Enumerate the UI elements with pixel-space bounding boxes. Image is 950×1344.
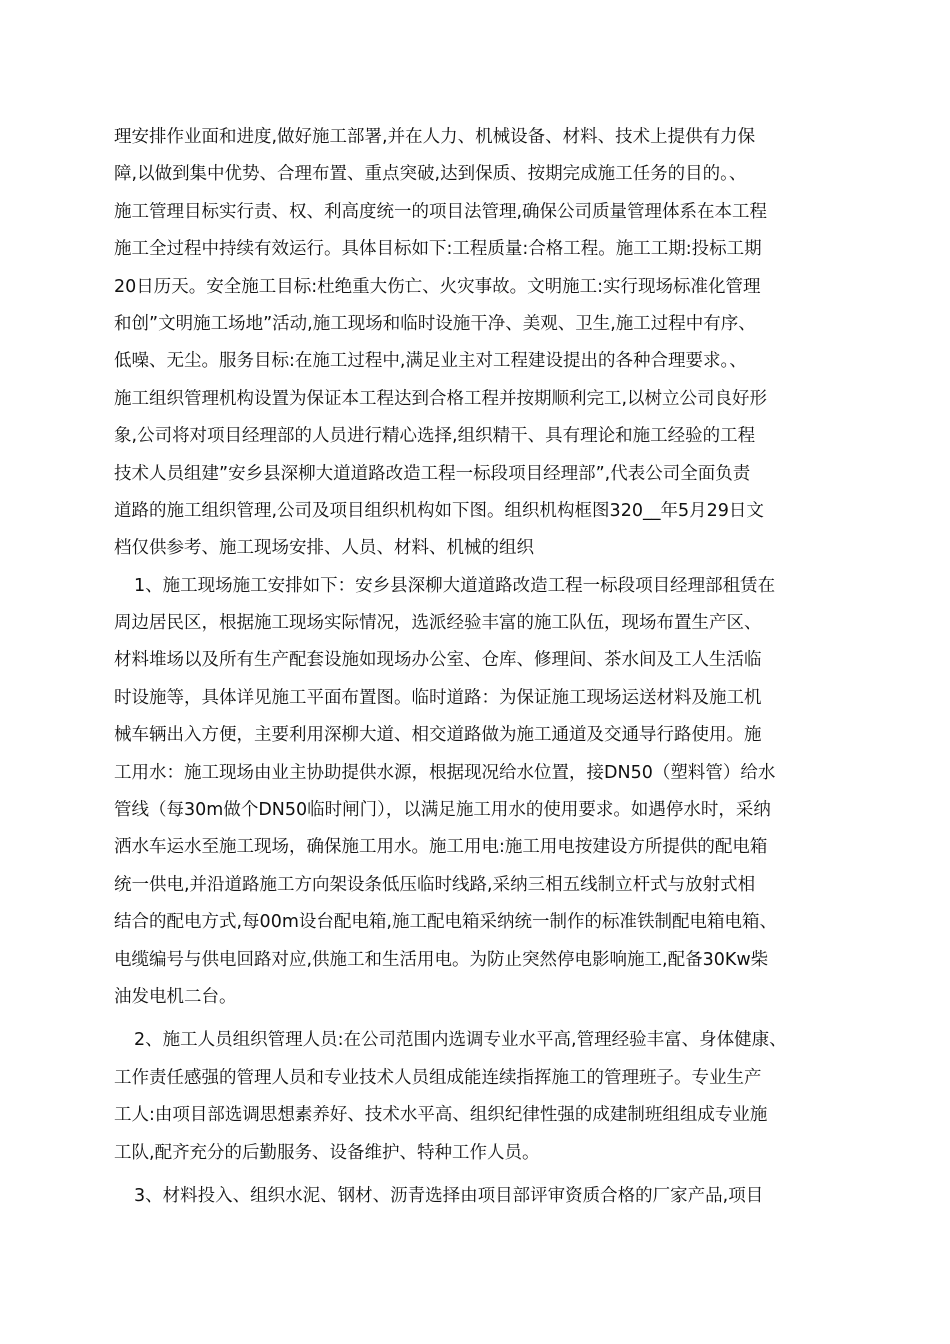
text-line: 时设施等，具体详见施工平面布置图。临时道路：为保证施工现场运送材料及施工机	[114, 687, 762, 708]
text-line: 施工管理目标实行责、权、利高度统一的项目法管理,确保公司质量管理体系在本工程	[114, 201, 768, 222]
text-line: 理安排作业面和进度,做好施工部署,并在人力、机械设备、材料、技术上提供有力保	[114, 127, 756, 147]
text-line: 统一供电,并沿道路施工方向架设条低压临时线路,采纳三相五线制立杆式与放射式相	[114, 874, 756, 895]
text-line: 和创”文明施工场地”活动,施工现场和临时设施干净、美观、卫生,施工过程中有序、	[114, 313, 756, 334]
text-line: 档仅供参考、施工现场安排、人员、材料、机械的组织	[114, 538, 534, 559]
body-text	[114, 119, 844, 1215]
paragraph-management-goals	[114, 119, 844, 568]
text-line: 施工组织管理机构设置为保证本工程达到合格工程并按期顺利完工,以树立公司良好形	[114, 388, 768, 409]
text-line: 电缆编号与供电回路对应,供施工和生活用电。为防止突然停电影响施工,配备30Kw柴	[114, 949, 769, 970]
text-line: 工队,配齐充分的后勤服务、设备维护、特种工作人员。	[114, 1142, 540, 1163]
text-line: 象,公司将对项目经理部的人员进行精心选择,组织精干、具有理论和施工经验的工程	[114, 426, 756, 447]
paragraph-materials	[114, 1178, 844, 1215]
paragraph-personnel	[114, 1022, 844, 1172]
text-line: 低噪、无尘。服务目标:在施工过程中,满足业主对工程建设提出的各种合理要求。、	[114, 351, 747, 372]
text-line: 1、施工现场施工安排如下：安乡县深柳大道道路改造工程一标段项目经理部租赁在	[134, 575, 776, 596]
text-line: 油发电机二台。	[114, 986, 237, 1007]
text-line: 周边居民区，根据施工现场实际情况，选派经验丰富的施工队伍，现场布置生产区、	[114, 613, 762, 634]
text-line: 工人:由项目部选调思想素养好、技术水平高、组织纪律性强的成建制班组组成专业施	[114, 1105, 768, 1126]
text-line: 结合的配电方式,每00m设台配电箱,施工配电箱采纳统一制作的标准铁制配电箱电箱、	[114, 912, 777, 933]
text-line: 20日历天。安全施工目标:杜绝重大伤亡、火灾事故。文明施工:实行现场标准化管理	[114, 276, 761, 297]
text-line: 洒水车运水至施工现场，确保施工用水。施工用电:施工用电按建设方所提供的配电箱	[114, 837, 768, 858]
text-line: 管线（每30m做个DN50临时闸门），以满足施工用水的使用要求。如遇停水时，采纳	[114, 800, 771, 821]
paragraph-site-arrangement	[114, 568, 844, 1017]
text-line: 工作责任感强的管理人员和专业技术人员组成能连续指挥施工的管理班子。专业生产	[114, 1067, 762, 1088]
text-line: 2、施工人员组织管理人员:在公司范围内选调专业水平高,管理经验丰富、身体健康、	[134, 1030, 787, 1051]
text-line: 工用水：施工现场由业主协助提供水源，根据现况给水位置，接DN50（塑料管）给水	[114, 762, 776, 783]
text-line: 施工全过程中持续有效运行。具体目标如下:工程质量:合格工程。施工工期:投标工期	[114, 239, 762, 260]
text-line: 道路的施工组织管理,公司及项目组织机构如下图。组织机构框图320__年5月29日文	[114, 500, 764, 521]
text-line: 3、材料投入、组织水泥、钢材、沥青选择由项目部评审资质合格的厂家产品,项目	[134, 1185, 764, 1206]
text-line: 械车辆出入方便，主要利用深柳大道、相交道路做为施工通道及交通导行路使用。施	[114, 725, 762, 746]
text-line: 技术人员组建”安乡县深柳大道道路改造工程一标段项目经理部”,代表公司全面负责	[114, 463, 751, 484]
text-line: 障,以做到集中优势、合理布置、重点突破,达到保质、按期完成施工任务的目的。、	[114, 164, 747, 185]
text-line: 材料堆场以及所有生产配套设施如现场办公室、仓库、修理间、茶水间及工人生活临	[114, 650, 762, 671]
